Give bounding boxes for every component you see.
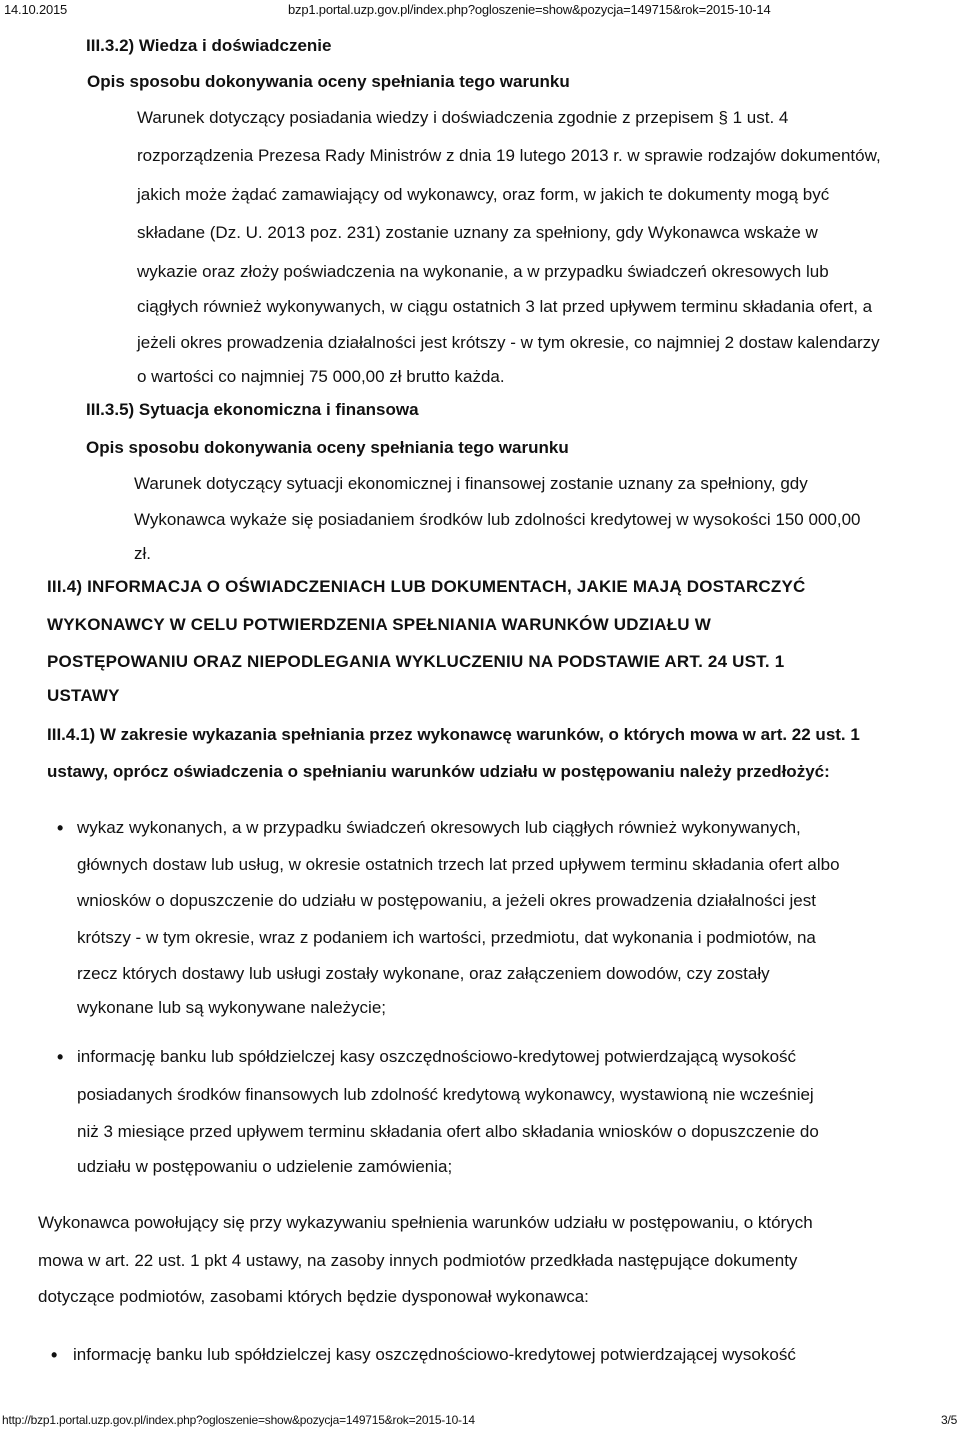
section-4-1-heading-line: III.4.1) W zakresie wykazania spełniania przez wykonawcę warunków, o których mowa w art. 22 ust. 1 [47,725,860,744]
header-url: bzp1.portal.uzp.gov.pl/index.php?ogloszenie=show&pozycja=149715&rok=2015-10-14 [288,2,771,17]
page-number: 3/5 [941,1413,958,1427]
bullet-icon: • [57,818,64,838]
section-4-heading-line: POSTĘPOWANIU ORAZ NIEPODLEGANIA WYKLUCZENIU NA PODSTAWIE ART. 24 UST. 1 [47,652,785,671]
bullet-line: wykonane lub są wykonywane należycie; [77,998,387,1017]
section-3-5-subheading: Opis sposobu dokonywania oceny spełniania tego warunku [86,438,569,457]
section-4-heading-line: USTAWY [47,686,120,705]
section-3-5-line: Wykonawca wykaże się posiadaniem środków lub zdolności kredytowej w wysokości 150 000,00 [134,510,861,529]
bullet-icon: • [57,1047,64,1067]
section-3-2-line: jakich może żądać zamawiający od wykonawcy, oraz form, w jakich te dokumenty mogą być [137,185,830,204]
section-3-2-line: o wartości co najmniej 75 000,00 zł brutto każda. [137,367,505,386]
section-3-2-line: składane (Dz. U. 2013 poz. 231) zostanie uznany za spełniony, gdy Wykonawca wskaże w [137,223,818,242]
bullet-line: posiadanych środków finansowych lub zdolność kredytową wykonawcy, wystawioną nie wcześniej [77,1085,814,1104]
paragraph-line: dotyczące podmiotów, zasobami których będzie dysponował wykonawca: [38,1287,589,1306]
section-3-2-line: jeżeli okres prowadzenia działalności jest krótszy - w tym okresie, co najmniej 2 dostaw kalendarzy [137,333,880,352]
paragraph-line: Wykonawca powołujący się przy wykazywaniu spełnienia warunków udziału w postępowaniu, o których [38,1213,813,1232]
section-3-2-line: ciągłych również wykonywanych, w ciągu ostatnich 3 lat przed upływem terminu składania ofert, a [137,297,873,316]
bullet-line: wniosków o dopuszczenie do udziału w postępowaniu, a jeżeli okres prowadzenia działalności jest [77,891,816,910]
section-3-2-line: wykazie oraz złoży poświadczenia na wykonanie, a w przypadku świadczeń okresowych lub [137,262,829,281]
bullet-line: krótszy - w tym okresie, wraz z podaniem ich wartości, przedmiotu, dat wykonania i podmiotów, na [77,928,816,947]
bullet-line: głównych dostaw lub usług, w okresie ostatnich trzech lat przed upływem terminu składania ofert albo [77,855,840,874]
section-4-heading-line: WYKONAWCY W CELU POTWIERDZENIA SPEŁNIANIA WARUNKÓW UDZIAŁU W [47,615,711,634]
footer-url: http://bzp1.portal.uzp.gov.pl/index.php?ogloszenie=show&pozycja=149715&rok=2015-10-14 [2,1413,475,1427]
bullet-line: wykaz wykonanych, a w przypadku świadczeń okresowych lub ciągłych również wykonywanych, [77,818,801,837]
paragraph-line: mowa w art. 22 ust. 1 pkt 4 ustawy, na zasoby innych podmiotów przedkłada następujące dokumenty [38,1251,798,1270]
section-3-5-heading: III.3.5) Sytuacja ekonomiczna i finansowa [86,400,419,419]
section-3-5-line: zł. [134,544,151,563]
section-3-5-line: Warunek dotyczący sytuacji ekonomicznej i finansowej zostanie uznany za spełniony, gdy [134,474,808,493]
bullet-line: udziału w postępowaniu o udzielenie zamówienia; [77,1157,453,1176]
bullet-line: informację banku lub spółdzielczej kasy oszczędnościowo-kredytowej potwierdzającą wysokość [77,1047,797,1066]
section-3-2-line: Warunek dotyczący posiadania wiedzy i doświadczenia zgodnie z przepisem § 1 ust. 4 [137,108,789,127]
bullet-line: niż 3 miesiące przed upływem terminu składania ofert albo składania wniosków o dopuszczenie do [77,1122,819,1141]
section-3-2-heading: III.3.2) Wiedza i doświadczenie [86,36,332,55]
bullet-line: rzecz których dostawy lub usługi zostały wykonane, oraz załączeniem dowodów, czy zostały [77,964,770,983]
section-3-2-line: rozporządzenia Prezesa Rady Ministrów z dnia 19 lutego 2013 r. w sprawie rodzajów dokumentów, [137,146,881,165]
section-4-heading-line: III.4) INFORMACJA O OŚWIADCZENIACH LUB DOKUMENTACH, JAKIE MAJĄ DOSTARCZYĆ [47,577,806,596]
section-4-1-heading-line: ustawy, oprócz oświadczenia o spełnianiu warunków udziału w postępowaniu należy przedłożyć: [47,762,830,781]
section-3-2-subheading: Opis sposobu dokonywania oceny spełniania tego warunku [87,72,570,91]
bullet-icon: • [51,1345,58,1365]
print-date: 14.10.2015 [4,2,68,17]
bullet-line: informację banku lub spółdzielczej kasy oszczędnościowo-kredytowej potwierdzającej wysokość [73,1345,796,1364]
